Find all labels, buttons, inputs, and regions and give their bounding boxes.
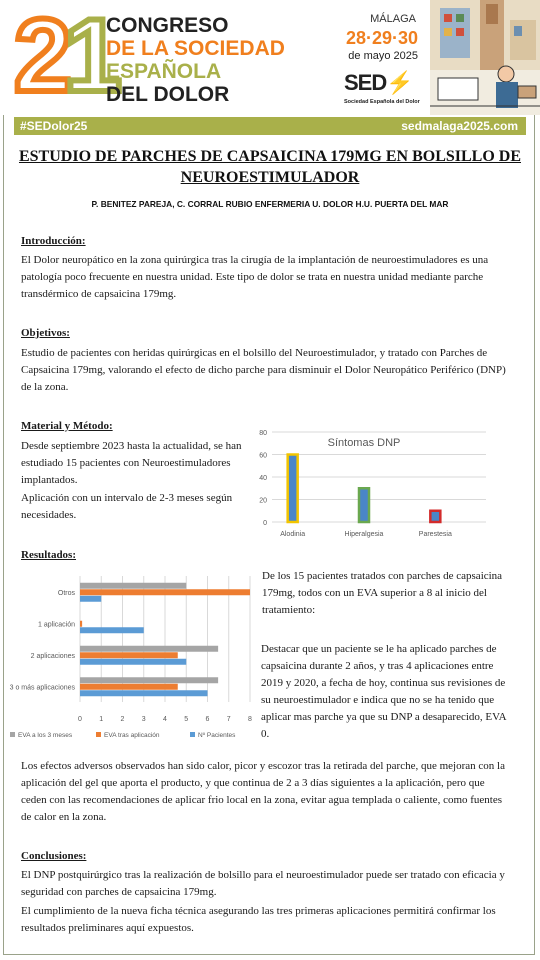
- y-tick-label: 1 aplicación: [38, 621, 75, 629]
- objectives-text: Estudio de pacientes con heridas quirúrgicas en el bolsillo del Neuroestimulador, y tratado con Parches de Capsaicina 179mg, valorando el efecto de dicho parche para disminuir el Dolor Neuropático Periférico (DNP) de la zona.: [21, 347, 506, 393]
- bar-alodinia: [288, 455, 298, 523]
- legend-swatch: [10, 732, 15, 737]
- bar-eva-tras-aplicaci-n: [80, 684, 178, 690]
- congress-title: [106, 14, 285, 106]
- methods-text-2: Aplicación con un intervalo de 2-3 meses según necesidades.: [21, 492, 233, 521]
- legend-swatch: [190, 732, 195, 737]
- y-tick-label: 2 aplicaciones: [30, 652, 75, 660]
- congress-line-3: ESPAÑOLA: [106, 60, 222, 83]
- conclusions-heading: Conclusiones:: [21, 850, 87, 862]
- bar-n-pacientes: [80, 596, 101, 602]
- bar-eva-tras-aplicaci-n: [80, 652, 178, 658]
- bar-eva-a-los-3-meses: [80, 677, 218, 683]
- y-tick-label: 20: [259, 497, 267, 505]
- header-illustration: [430, 0, 540, 115]
- bar-hiperalgesia: [359, 488, 369, 522]
- x-tick-label: 5: [184, 716, 189, 723]
- bar-eva-a-los-3-meses: [80, 583, 186, 589]
- conclusions-text-1: El DNP postquirúrgico tras la realización de bolsillo para el neuroestimulador puede ser tratado con eficacia y seguridad con parches de capsaicina 179mg.: [21, 869, 505, 898]
- x-tick-label: Parestesia: [418, 531, 452, 538]
- legend-swatch: [96, 732, 101, 737]
- hashtag-bar: [14, 117, 526, 135]
- bar-parestesia: [430, 511, 440, 522]
- legend-label: EVA tras aplicación: [104, 732, 160, 739]
- sed-logo: [344, 70, 413, 96]
- sed-logo-text: SED: [344, 70, 387, 95]
- x-tick-label: 3: [141, 716, 146, 723]
- bar-eva-a-los-3-meses: [80, 646, 218, 652]
- website: sedmalaga2025.com: [401, 119, 518, 133]
- bar-eva-tras-aplicaci-n: [80, 589, 250, 595]
- bar-n-pacientes: [80, 690, 208, 696]
- y-tick-label: Otros: [57, 589, 75, 597]
- sed-logo-mark-icon: ⚡: [386, 70, 413, 95]
- x-tick-label: 1: [99, 716, 104, 723]
- y-tick-label: 0: [263, 520, 267, 527]
- y-tick-label: 40: [259, 475, 267, 482]
- congress-line-4: DEL DOLOR: [106, 83, 230, 106]
- y-tick-label: 80: [259, 430, 267, 437]
- legend-label: EVA a los 3 meses: [18, 732, 73, 739]
- congress-city: MÁLAGA: [370, 13, 416, 25]
- sed-logo-subtitle: Sociedad Española del Dolor: [344, 99, 420, 105]
- x-tick-label: Alodinia: [280, 531, 306, 538]
- objectives-heading: Objetivos:: [21, 327, 70, 339]
- x-tick-label: 7: [226, 716, 231, 723]
- y-tick-label: 60: [259, 452, 267, 460]
- symptoms-chart: [248, 424, 498, 544]
- congress-number: 21: [14, 0, 114, 114]
- results-text-2: Destacar que un paciente se le ha aplicado parches de capsaicina durante 2 años, y tras 4 aplicaciones entre 2019 y 2020, a fecha de hoy, continua sus revisiones de su neuroestimulador e indica que no se ha tenido que aplicar mas parche ya que su DNP a desaparecido, EVA 0.: [261, 643, 506, 740]
- x-tick-label: 6: [205, 716, 210, 723]
- bar-n-pacientes: [80, 627, 144, 633]
- x-tick-label: 8: [248, 716, 252, 723]
- paper-authors: P. BENITEZ PAREJA, C. CORRAL RUBIO ENFERMERIA U. DOLOR H.U. PUERTA DEL MAR: [91, 199, 449, 209]
- bar-n-pacientes: [80, 659, 186, 665]
- congress-line-1: CONGRESO: [106, 14, 229, 37]
- methods-text-1: Desde septiembre 2023 hasta la actualidad, se han estudiado 15 pacientes con Neuroestimuladores implantados.: [21, 440, 242, 486]
- paper-title: ESTUDIO DE PARCHES DE CAPSAICINA 179MG EN BOLSILLO DE NEUROESTIMULADOR: [18, 148, 521, 186]
- results-text-3: Los efectos adversos observados han sido calor, picor y escozor tras la retirada del parche, que mejoran con la aplicación del gel que aporta el producto, y que continua de 2 a 3 días siguientes a la aplicación, pero que ceden con las recomendaciones de aplicar frio local en la zona, evitar agua templada o caliente, como fuentes de calor en la zona.: [21, 760, 505, 823]
- conclusions-text-2: El cumplimiento de la nueva ficha técnica asegurando las tres primeras aplicaciones permitirá confirmar los resultados preliminares aquí expuestos.: [21, 905, 496, 934]
- x-tick-label: 2: [120, 716, 125, 723]
- bar-eva-tras-aplicaci-n: [80, 621, 82, 627]
- congress-month: de mayo 2025: [348, 50, 418, 62]
- results-text-1: De los 15 pacientes tratados con parches de capsaicina 179mg, todos con un EVA superior a 8 al inicio del tratamiento:: [262, 570, 503, 616]
- applications-chart: [4, 572, 256, 744]
- hashtag: #SEDolor25: [20, 119, 88, 133]
- y-tick-label: 3 o más aplicaciones: [9, 684, 75, 692]
- intro-heading: Introducción:: [21, 235, 86, 247]
- congress-line-2: DE LA SOCIEDAD: [106, 37, 285, 60]
- intro-text: El Dolor neuropático en la zona quirúrgica tras la cirugía de la implantación de neuroestimuladores es una patología poco frecuente en nuestra unidad. Este tipo de dolor se trata en nuestra unidad mediante parche transdérmico de capsaicina 179mg.: [21, 254, 489, 300]
- results-heading: Resultados:: [21, 549, 77, 561]
- x-tick-label: Hiperalgesia: [344, 531, 384, 538]
- x-tick-label: 0: [78, 716, 82, 723]
- x-tick-label: 4: [163, 716, 167, 723]
- chart-title: Síntomas DNP: [327, 437, 401, 449]
- congress-header: [0, 0, 540, 115]
- congress-dates: 28·29·30: [345, 28, 418, 48]
- methods-heading: Material y Método:: [21, 420, 113, 432]
- legend-label: Nº Pacientes: [198, 732, 236, 739]
